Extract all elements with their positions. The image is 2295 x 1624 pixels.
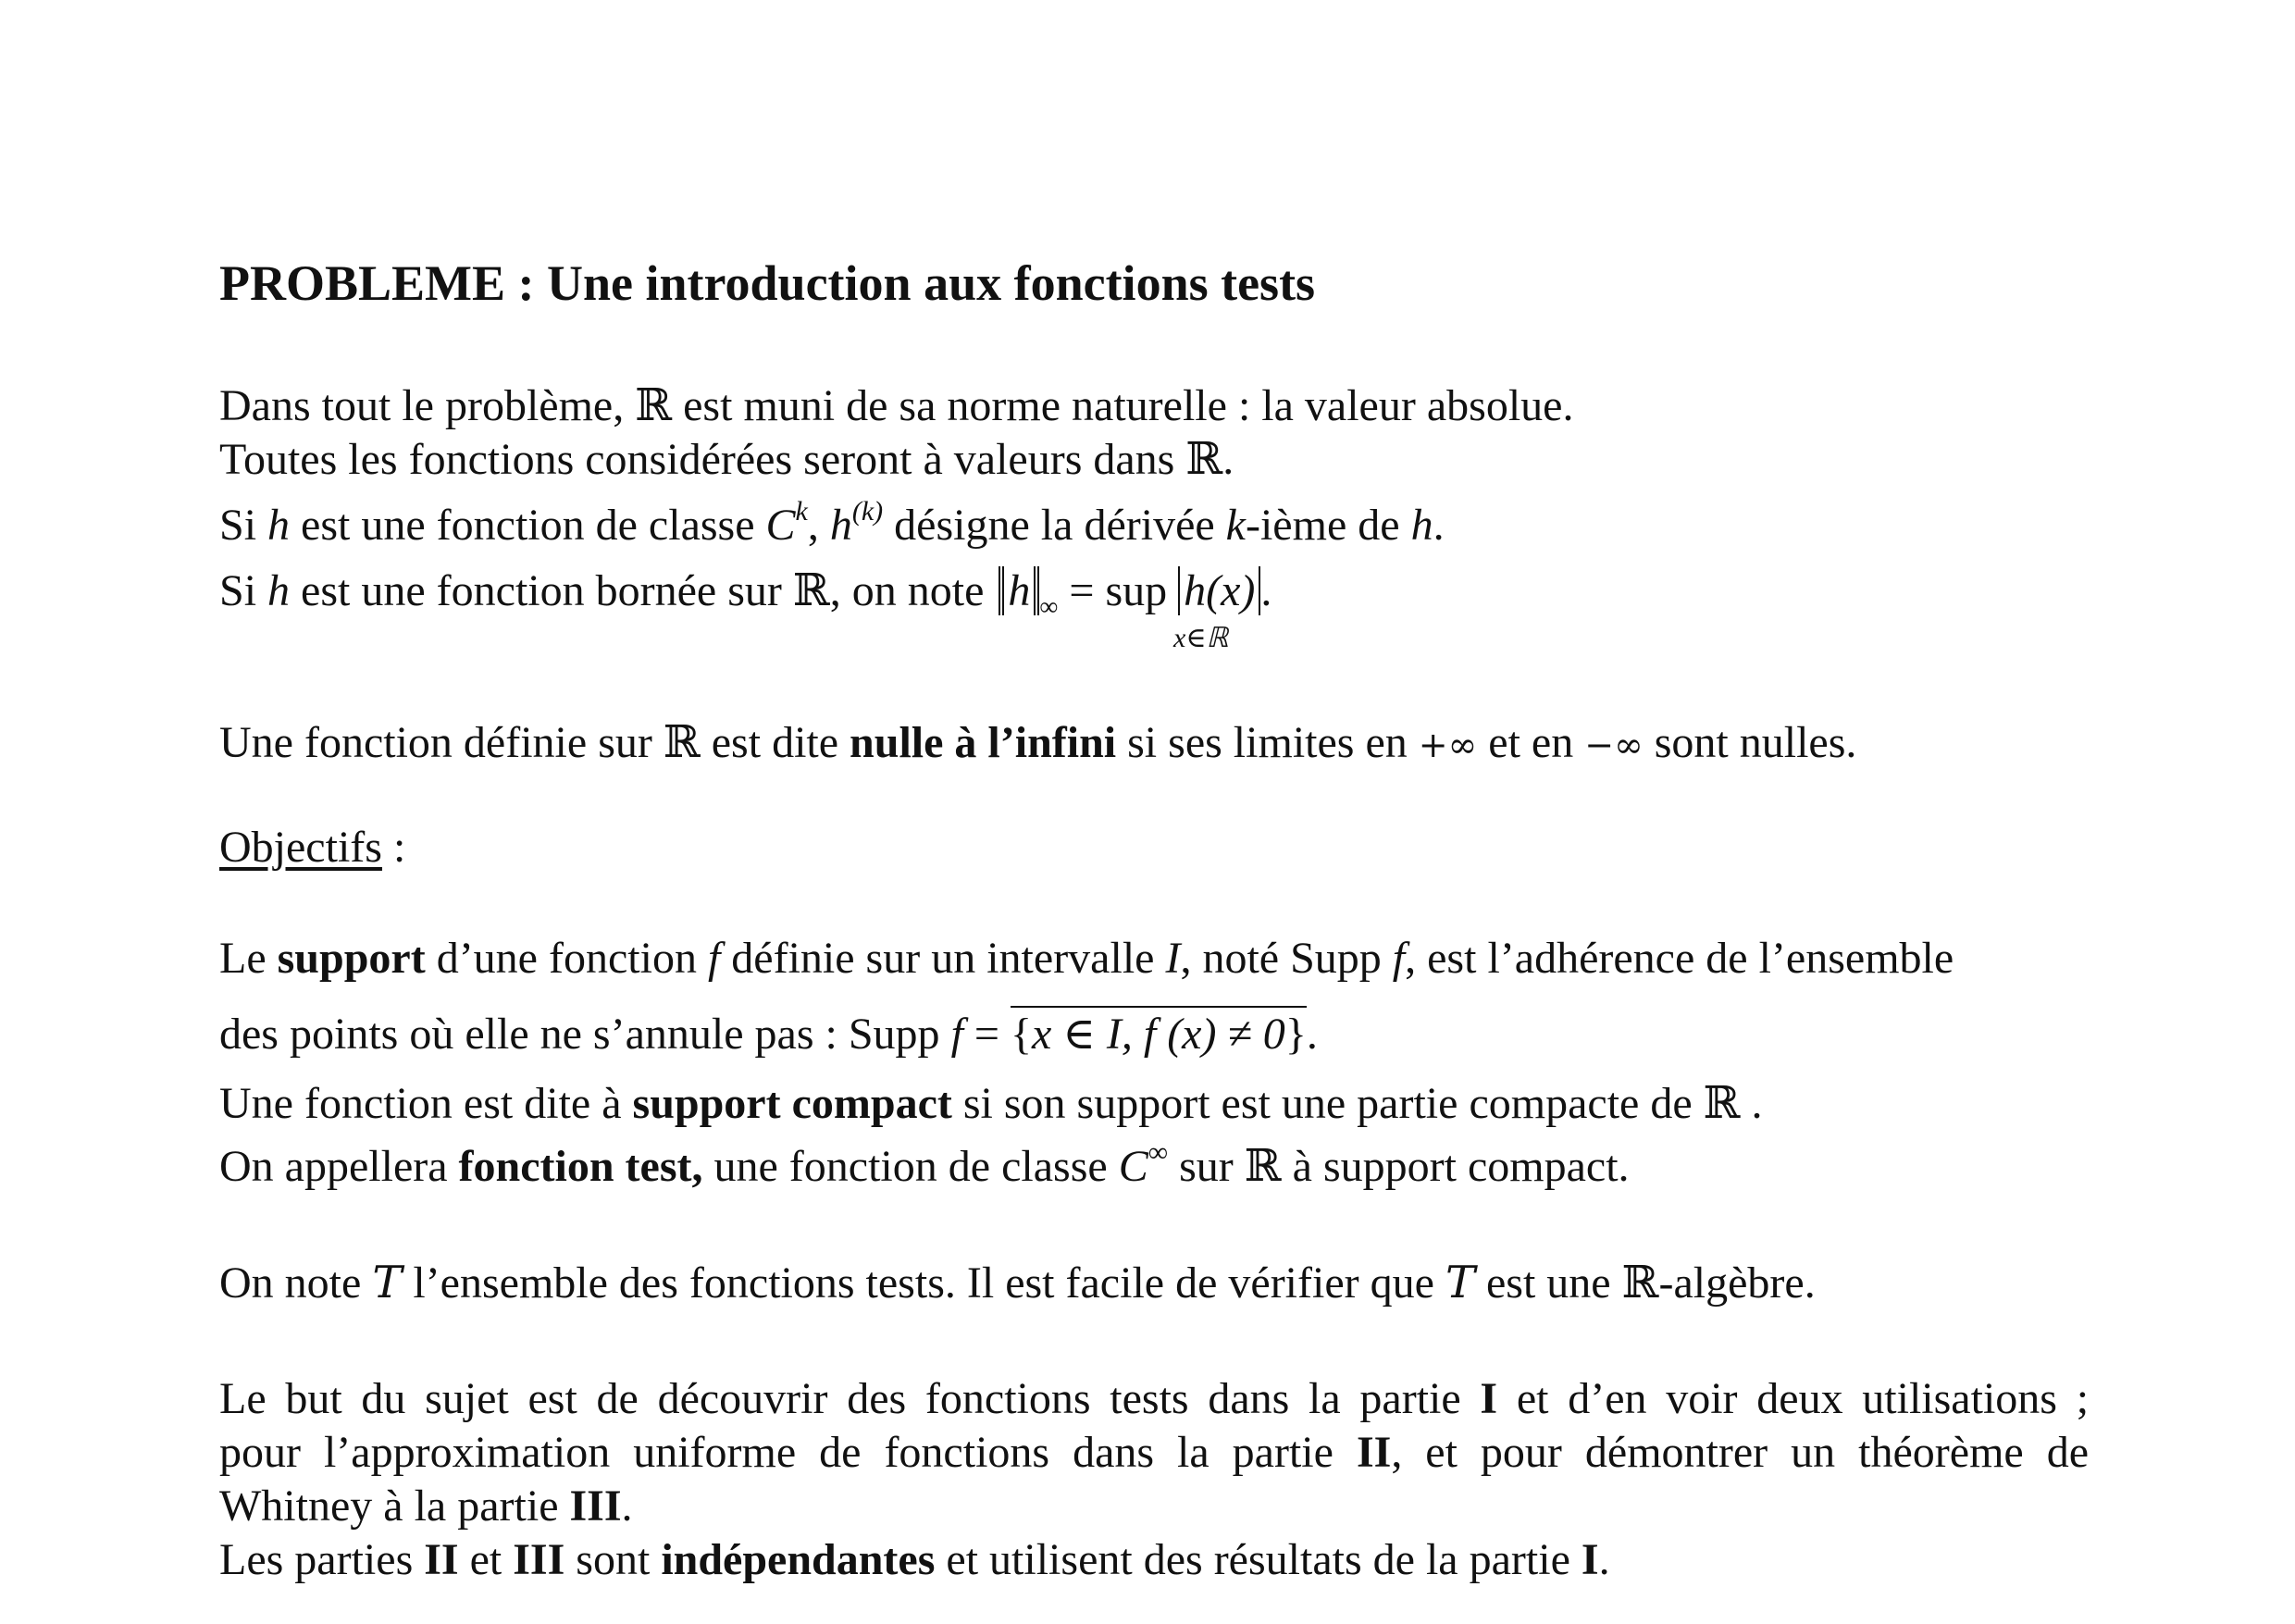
ensemble-line: On note T l’ensemble des fonctions tests. Il est facile de vérifier que T est une ℝ-algèbre. bbox=[219, 1257, 1816, 1308]
intro-line-3: Si h est une fonction de classe $C^k$, $h^{(k)}$ désigne la dérivée k-ième de h. bbox=[219, 496, 1445, 550]
norm-bars: h bbox=[999, 566, 1039, 615]
but-line-2: pour l’approximation uniforme de fonctions dans la partie II, et pour démontrer un théorème de bbox=[219, 1428, 2090, 1477]
objectifs-heading: Objectifs : bbox=[219, 823, 406, 872]
support-line-1: Le support d’une fonction f définie sur un intervalle I, noté Supp f, est l’adhérence de l’ensemble bbox=[219, 934, 1954, 983]
intro-line-1: Dans tout le problème, ℝ est muni de sa norme naturelle : la valeur absolue. bbox=[219, 379, 1574, 431]
closure-overline: {x ∈ I, f (x) ≠ 0} bbox=[1011, 1006, 1307, 1059]
intro-line-2: Toutes les fonctions considérées seront à valeurs dans ℝ. bbox=[219, 433, 1234, 485]
sup-subscript: x∈ℝ bbox=[1173, 623, 1229, 653]
compact-line: Une fonction est dite à support compact si son support est une partie compacte de ℝ . bbox=[219, 1077, 1763, 1129]
but-line-4: Les parties II et III sont indépendantes et utilisent des résultats de la partie I. bbox=[219, 1535, 1610, 1584]
support-line-2: des points où elle ne s’annule pas : Supp f = {x ∈ I, f (x) ≠ 0}. bbox=[219, 1009, 1318, 1060]
abs-hx: h(x) bbox=[1178, 566, 1260, 615]
but-line-3: Whitney à la partie III. bbox=[219, 1481, 633, 1531]
problem-title: PROBLEME : Une introduction aux fonctions tests bbox=[219, 255, 1316, 311]
nulle-line: Une fonction définie sur ℝ est dite nulle à l’infini si ses limites en +∞ et en −∞ sont nulles. bbox=[219, 716, 1857, 768]
test-line: On appellera fonction test, une fonction de classe C∞ sur ℝ à support compact. bbox=[219, 1137, 1630, 1192]
intro-line-4: Si h est une fonction bornée sur ℝ, on note h $_\infty$ = sup h(x) . bbox=[219, 564, 1272, 622]
but-line-1: Le but du sujet est de découvrir des fonctions tests dans la partie I et d’en voir deux utilisations ; bbox=[219, 1374, 2090, 1423]
